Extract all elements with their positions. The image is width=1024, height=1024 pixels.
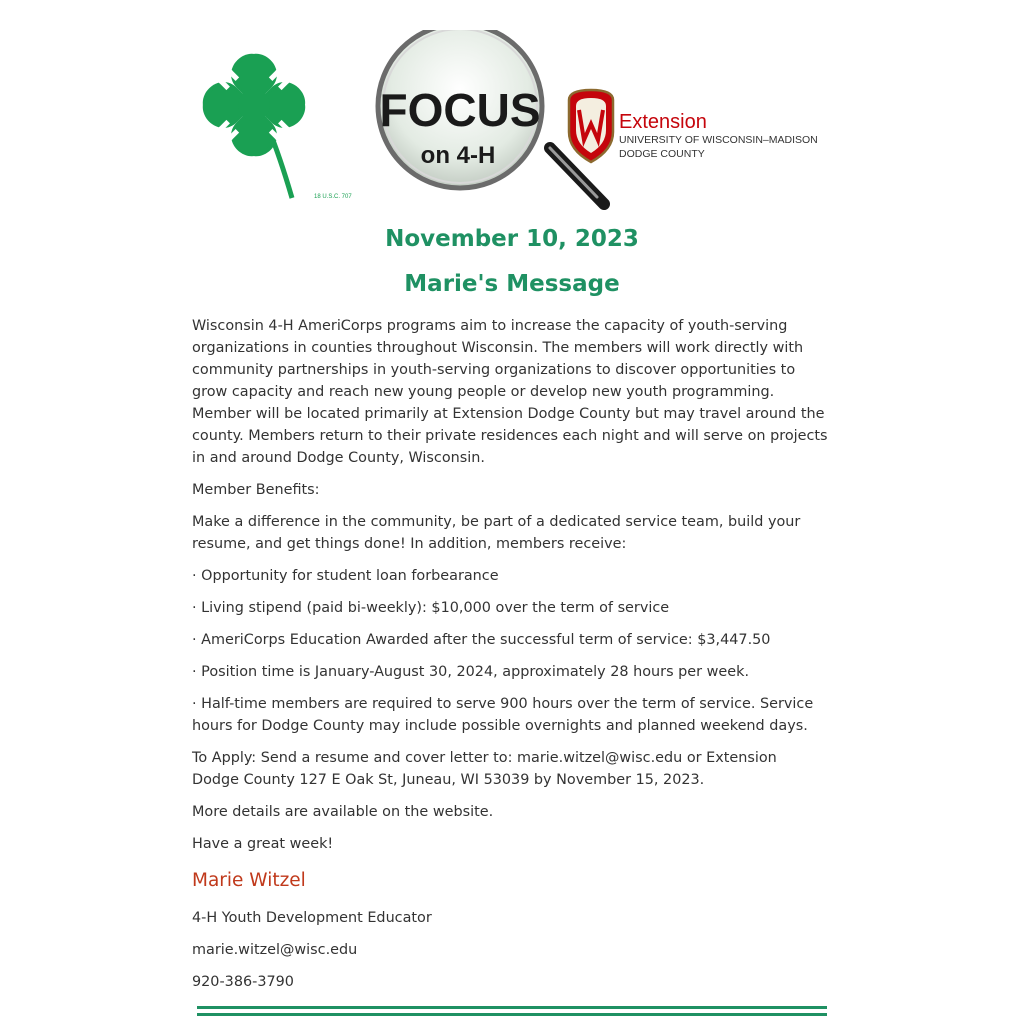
benefit-item: · AmeriCorps Education Awarded after the successful term of service: $3,447.50 [192,632,771,648]
benefit-item: · Position time is January-August 30, 2024, approximately 28 hours per week. [192,664,750,680]
issue-date: November 10, 2023 [385,226,639,252]
details-paragraph: More details are available on the website. [192,804,494,820]
extension-wordmark: Extension [619,111,707,133]
closing-paragraph: Have a great week! [192,836,334,852]
apply-paragraph: To Apply: Send a resume and cover letter to: marie.witzel@wisc.edu or Extension Dodge County 127 E Oak St, Juneau, WI 53039 by November 15, 2023. [192,750,777,788]
clover-logo-icon [195,46,313,198]
benefit-item: · Opportunity for student loan forbearance [192,568,499,584]
footer-divider [197,1006,827,1016]
newsletter-banner [192,30,828,210]
uw-crest-icon [569,90,613,162]
message-body [192,315,828,1003]
signature-name: Marie Witzel [192,870,306,891]
focus-logo-line1: FOCUS [379,84,541,136]
benefit-item: · Living stipend (paid bi-weekly): $10,000 over the term of service [192,600,670,616]
county-name: DODGE COUNTY [619,148,705,160]
signature-title: 4-H Youth Development Educator [192,910,432,926]
intro-paragraph: Wisconsin 4-H AmeriCorps programs aim to increase the capacity of youth-serving organizations in counties throughout Wisconsin. The members will work directly with community partnerships in youth-serving organizations to discover opportunities to grow capacity and reach new young people or develop new youth programming. Member will be located primarily at Extension Dodge County but may travel around the county. Members return to their private residences each night and will serve on projects in and around Dodge County, Wisconsin. [192,318,828,466]
signature-phone: 920-386-3790 [192,974,294,990]
university-name: UNIVERSITY OF WISCONSIN–MADISON [619,134,818,146]
focus-logo-line2: on 4-H [420,142,496,169]
clover-mark-text: 18 U.S.C. 707 [314,194,352,200]
benefits-intro: Make a difference in the community, be part of a dedicated service team, build your resume, and get things done! In addition, members receive: [192,514,801,552]
benefit-item: · Half-time members are required to serve 900 hours over the term of service. Service hours for Dodge County may include possible overnights and planned weekend days. [192,696,814,734]
page-title: Marie's Message [404,271,620,297]
benefits-heading: Member Benefits: [192,482,320,498]
signature-email: marie.witzel@wisc.edu [192,942,358,958]
